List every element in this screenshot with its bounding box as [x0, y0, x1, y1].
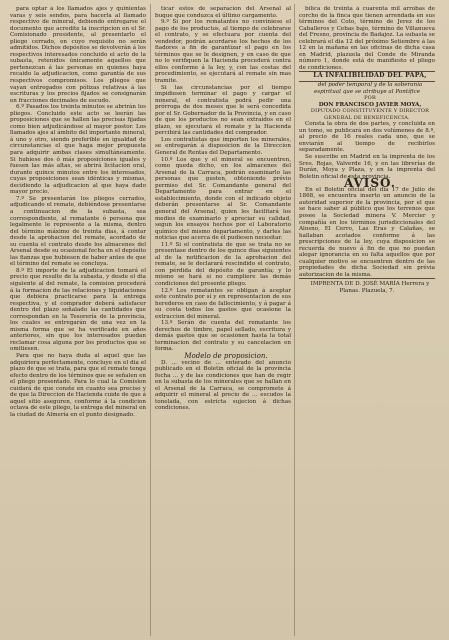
- paragraph: Consta la obra de dos partes, y concluida en un tomo, se publicará en dos volúmenes de 8.º, al precio de 16 reales cada uno, que se enviarán al tiempo de recibirlos separadamente.: [299, 121, 435, 154]
- paragraph: bilica de treinta á cuarenta mil arrobas de corcho de la finca que tienen arrendada en sus términos del Coto, término de Jerez de los Caballeros y Cebas bajo, término de Villanueva del Fresno, provincia de Badajoz. La subasta se celebrará el dia 12 del próximo Setiembre á las 12 en la mañana en las oficinas de dicha casa en Madrid, plazuela del Conde de Miranda número 1, donde está de manifiesto el pliego de condiciones.: [299, 6, 435, 71]
- paragraph: En el Boletin oficial del dia 17 de Julio de 1868, se encuentra inserto un anuncio de la autoridad superior de la provincia, por el que se hace saber al público que los terrenos que posee la Sociedad minera V. Mercier y compañía en los términos jurisdiccionales del Alosno, El Cerro, Las Eras y Calañas, se hallaban acotados conforme á las prescripciones de la ley, cuya disposicion se recuerda de nuevo á fin de que no puedan alegar ignorancia en su falta aquellos que por cualquier motivo se encuentren dentro de las propiedades de dicha Sociedad sin prévia autorizacion de la misma.: [299, 186, 435, 278]
- column-right: [299, 6, 435, 634]
- model-title: Modelo de proposicion.: [184, 351, 268, 360]
- paragraph: Para que no haya duda al aquel que las adquiriera perfectamente, concluye en el dia el plazo de que se trata, para que el remate tenga efecto dentro de los términos que se señalen en el pliego presentado. Para lo cual la Comision cuidará de que conste en cuanto sea preciso y de que la Direccion de Hacienda cuide de que á aquel sitio aseguren, conforme á la condicion octava de este pliego, la entrega del mineral en la ciudad de Almería en el punto designado.: [10, 352, 146, 418]
- paragraph: ticar estos de separacion del Arsenal al buque que conduzca el último cargamento.: [155, 6, 291, 19]
- column-left: [10, 6, 146, 634]
- paragraph: D. ... vecino de ... enterado del anuncio publicado en el Boletin oficial de la provincia fecha ... y de las condiciones que han de regir en la subasta de los minerales que se hallan en el Arsenal de la Carraca, se compromete á adquirir el mineral al precio de ... escudos la tonelada, con estricta sujecion á dichas condiciones.: [155, 359, 291, 412]
- paragraph: 10.º Los que y el mineral se encuentren, como queda dicho, en los almacenes del Arsenal de la Carraca, podrán examinarlo las personas que gusten, obteniendo prévio permiso del Sr. Comandante general del Departamento para entrar en el establecimiento, donde con el indicado objeto deberán presentarse al Sr. Comandante general del Arsenal, quien les facilitará los medios de examinarlo y apreciar su calidad, segun los ensayos hechos por el Laboratorio químico del mismo departamento, y darles las noticias que acerca de él pudiesen necesitar.: [155, 156, 291, 242]
- paragraph: 12.º Los rematantes se obligan á aceptar este contrato por sí y en representacion de sus herederos en caso de fallecimiento, y á pagar á su costa todos los gastos que ocasione la extraccion del mineral.: [155, 287, 291, 320]
- column-divider: [294, 4, 295, 636]
- author-description: DIPUTADO CONSTITUYENTE Y DIRECTOR GENERAL DE BENEFICENCIA.: [310, 108, 430, 121]
- paragraph: 11.º Si el contratista de que se trata no se presentase dentro de los quince dias siguientes al de la notificacion de la aprobacion del remate, se le declarará rescindido el contrato, con pérdida del depósito de garantía; y lo mismo se hará si no cumpliere las demás condiciones del presente pliego.: [155, 241, 291, 287]
- column-middle: [155, 6, 291, 634]
- paragraph: para optar á los llamados ajes y quinientas varas y seis sendos, para hacerla al llamado respectivo de mineral, debiendo entregarse el documento que acredite la inscripcion en el Sr. Comisionado presidente, al presentarlo el pliego cerrado, en cuyo requisito no serán admitidos. Dichos depósitos se devolverán á los respectivos interesados concluido el acto de la subasta, retenidos únicamente aquellos que pertenezcan á las personas en quienes haya recaido la adjudicacion, como garantía de sus respectivos compromisos. Los pliegos que vayan entregados con pólizas relativas á las escrituras y los precios fijados se consignarán en fracciones decimales de escudo.: [10, 6, 146, 104]
- paragraph: 8.º El importe de la adjudicacion tomará el precio que resulte de la subasta, y desde el dia siguiente al del remate, la comision procederá á la formacion de las relaciones y liquidaciones que debiera practicarse para la entrega respectiva, y el comprador deberá satisfacer dentro del plazo señalado las cantidades que correspondan en la Tesorería de la provincia, los cuales se entregarán de una vez en la misma forma que se ha verificado en años anteriores, sin que los interesados puedan reclamar cosa alguna por los productos que se omitiesen.: [10, 267, 146, 353]
- paragraph: 13.º Serán de cuenta del rematante los derechos de timbre, papel sellado, escritura y demás gastos que se ocasionen hasta la total terminacion del contrato y su cancelacion en forma.: [155, 320, 291, 353]
- paragraph: Los contratistas que importen los minerales, se entregarán á disposicion de la Direccion General de Rentas del Departamento.: [155, 136, 291, 157]
- book-heading: LA INFALIBILIDAD DEL PAPA,: [299, 71, 435, 82]
- paragraph: 7.º Se presentarán los pliegos cerrados, adjudicando el remate, debiéndose presentarse a continuacion de la subasta, sea correspondiente, al rematante ó persona que legalmente le represente a la misma, dentro del término máximo de treinta dias, á contar desde la aprobacion del remate, acordado de su cuenta el contrato desde los almacenes del Arsenal desde su ocasional fecha en el depósito las fianzas que hubiesen de haber antes de que el término del remate se concluya.: [10, 195, 146, 268]
- paragraph: Si las circunstancias por el tiempo impidiesen terminar el pago y cargar el mineral, el contratista podrá pedir una prórroga de dos meses que le será concedida por el Sr. Gobernador de la Provincia, y en caso de que los productos no sean extraidos en el plazo, se ejecutará el remate y la Hacienda percibirá las cantidades del comprador.: [155, 84, 291, 137]
- author-name: DON FRANCISCO JAVIER MOYA,: [318, 101, 422, 108]
- paragraph: Se suscribe en Madrid en la imprenta de los Sres. Rojas, Valverde 16, y en las librerías de Durán, Moya y Plaza, y en la imprenta del Boletin oficial de esta provincia.: [299, 154, 435, 180]
- author-label: POR: [364, 95, 376, 102]
- imprint: IMPRENTA DE D. JOSÉ MARÍA Herrera y Planas. Plazuela, 7.: [299, 278, 435, 294]
- paragraph: 9.º Si por los rematantes no conviniese el pago de los productos, al tiempo de celebrarse el contrato, y se efectuara por cuenta del vendedor, podrán acordarse los hechos de los fiadores a fin de garantizar el pago en los términos que se le designen, y en caso de que no lo verifiquen la Hacienda procederá contra ellos conforme á la ley, y, con las costas del procedimiento, se ejecutará al remate sin mas tramite.: [155, 19, 291, 85]
- paragraph: 6.º Pasados los treinta minutos se abrirán los pliegos. Concluido este acto se leerán las proposiciones que se hallen las precisas fijadas como bien adjudicándose al mayor postor. Los llamados ajes al ámbito del importante mineral, á uno y otro, siendo preferible en igualdad de circunstancias el que haga mejor propuesta para adquirir ambas clases simultáneamente. Si hubiese dos ó más proposiciones iguales y fuesen las más altas, se abrirá licitacion oral, durante quince minutos entre los interesados, cuyas proposiciones sean idénticas y mismas, decidiendo la adjudicacion al que haya dado mayor precio.: [10, 104, 146, 196]
- column-divider: [150, 4, 151, 636]
- aviso-title: ÁVISO.: [344, 176, 396, 191]
- book-subheading: del poder temporal y de la soberanía espiritual que se atribuye al Pontífice: [313, 82, 423, 95]
